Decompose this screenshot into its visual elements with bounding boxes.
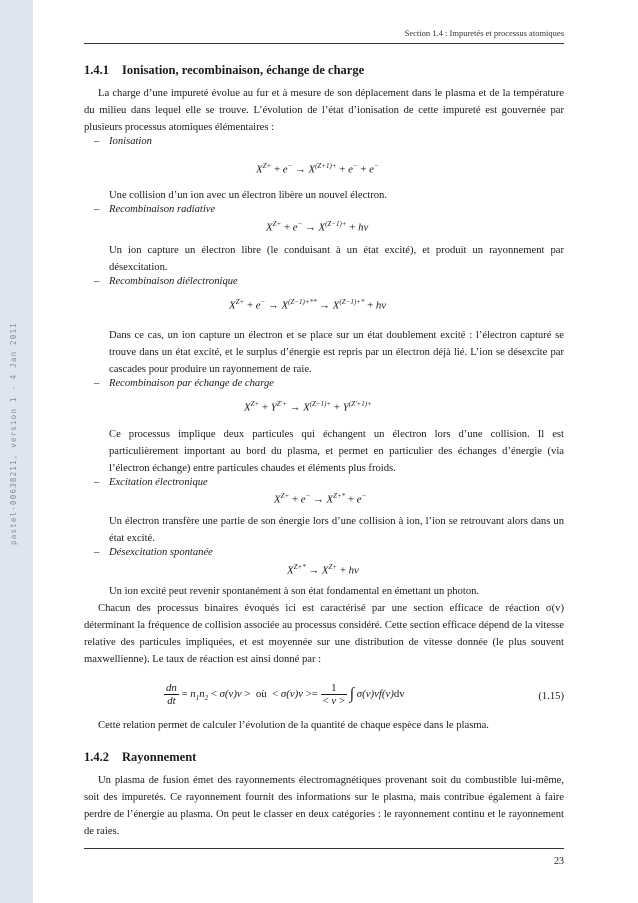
item-label-ionisation: Ionisation	[109, 136, 152, 147]
section-number: 1.4.1	[84, 63, 109, 77]
left-sidebar	[0, 0, 33, 903]
item-text-recombinaison-radiative: Un ion capture un électron libre (le conduisant à un état excité), et produit un rayonnement par désexcitation.	[109, 245, 564, 273]
equation-number: (1.15)	[538, 691, 564, 702]
item-label-recombinaison-radiative: Recombinaison radiative	[109, 204, 216, 215]
list-bullet: –	[94, 378, 100, 389]
item-text-desexcitation-spontanee: Un ion excité peut revenir spontanément à son état fondamental en émettant un photon.	[109, 586, 480, 597]
relation-paragraph: Cette relation permet de calculer l’évolution de la quantité de chaque espèce dans le plasma.	[98, 720, 489, 731]
equation-ionisation: $X^{Z+} + e^- \to X^{(Z+1)+} + e^- + e^-$	[256, 162, 379, 176]
item-text-echange-de-charge: Ce processus implique deux particules qui échangent un électron lors d’une collision. Il est particulièrement important au bord du plasma, et permet en particulier des échanges d’énergie (via l’électron échange) entre particules chaudes et éléments plus froids.	[109, 429, 564, 474]
list-bullet: –	[94, 477, 100, 488]
footer-rule	[84, 848, 564, 849]
section-number: 1.4.2	[84, 750, 109, 764]
item-label-echange-de-charge: Recombinaison par échange de charge	[109, 378, 274, 389]
list-bullet: –	[94, 276, 100, 287]
list-bullet: –	[94, 204, 100, 215]
item-label-excitation-electronique: Excitation électronique	[109, 477, 208, 488]
section-title: Rayonnement	[122, 750, 197, 764]
rayonnement-paragraph: Un plasma de fusion émet des rayonnements électromagnétiques provenant soit du combustible lui-même, soit des impuretés. Ce rayonnement fournit des informations sur le plasma, mais contribue également à faire perdre de l’énergie au plasma. On peut le classer en deux catégories : le rayonnement continu et le rayonnement de raies.	[84, 775, 564, 837]
section-title: Ionisation, recombinaison, échange de charge	[122, 63, 365, 77]
list-bullet: –	[94, 547, 100, 558]
item-text-recombinaison-dielectronique: Dans ce cas, un ion capture un électron et se place sur un état doublement excité : l’électron capturé se trouve dans un état excité, et le surplus d’énergie est repris par un électron déjà lié. L’ion se désexcite par cascades pour produire un rayonnement de raie.	[109, 330, 564, 375]
page-content	[84, 0, 564, 903]
equation-recombinaison-dielectronique: $X^{Z+} + e^- \to X^{(Z-1)+**} \to X^{(Z-1)+*} + h\nu$	[229, 298, 387, 312]
header-rule	[84, 43, 564, 44]
archive-stamp: pastel-00638211, version 1 - 4 Jan 2011	[9, 322, 18, 545]
equation-reaction-rate: $\frac{dn}{dt}$ = $n_1n_2 < \sigma(v)v$ > où < σ(v)v >= $\frac{1}{< v >}$ ∫ σ(v)vf(v)dv	[166, 682, 405, 707]
intro-paragraph: La charge d’une impureté évolue au fur et à mesure de son déplacement dans le plasma et de la température du milieu dans lequel elle se trouve. L’évolution de l’état d’ionisation de cette impureté est gouvernée par plusieurs processus atomiques élémentaires :	[84, 88, 564, 133]
reaction-rate-paragraph: Chacun des processus binaires évoqués ici est caractérisé par une section efficace de réaction σ(v) déterminant la fréquence de collision associée au processus considéré. Cette section efficace dépend de la vitesse relative des particules impliquées, et est moyennée sur une distribution de vitesse donnée (le plus souvent maxwellienne). Le taux de réaction est ainsi donné par :	[84, 603, 564, 665]
equation-desexcitation-spontanee: $X^{Z+*} \to X^{Z+} + h\nu$	[287, 563, 359, 577]
section-heading-1-4-1	[84, 63, 364, 78]
section-heading-1-4-2	[84, 750, 196, 765]
item-text-excitation-electronique: Un électron transfère une partie de son énergie lors d’une collision à ion, l’ion se retrouvant alors dans un état excité.	[109, 516, 564, 544]
item-label-desexcitation-spontanee: Désexcitation spontanée	[109, 547, 213, 558]
equation-echange-de-charge: $X^{Z+} + Y^{Z'+} \to X^{(Z-1)+} + Y^{(Z'+1)+}$	[244, 400, 372, 414]
item-label-recombinaison-dielectronique: Recombinaison diélectronique	[109, 276, 238, 287]
running-header: Section 1.4 : Impuretés et processus atomiques	[404, 28, 564, 38]
list-bullet: –	[94, 136, 100, 147]
item-text-ionisation: Une collision d’un ion avec un électron libère un nouvel électron.	[109, 190, 387, 201]
page-number: 23	[554, 856, 564, 867]
equation-excitation-electronique: $X^{Z+} + e^- \to X^{Z+*} + e^-$	[274, 492, 367, 506]
equation-recombinaison-radiative: $X^{Z+} + e^- \to X^{(Z-1)+} + h\nu$	[266, 220, 369, 234]
